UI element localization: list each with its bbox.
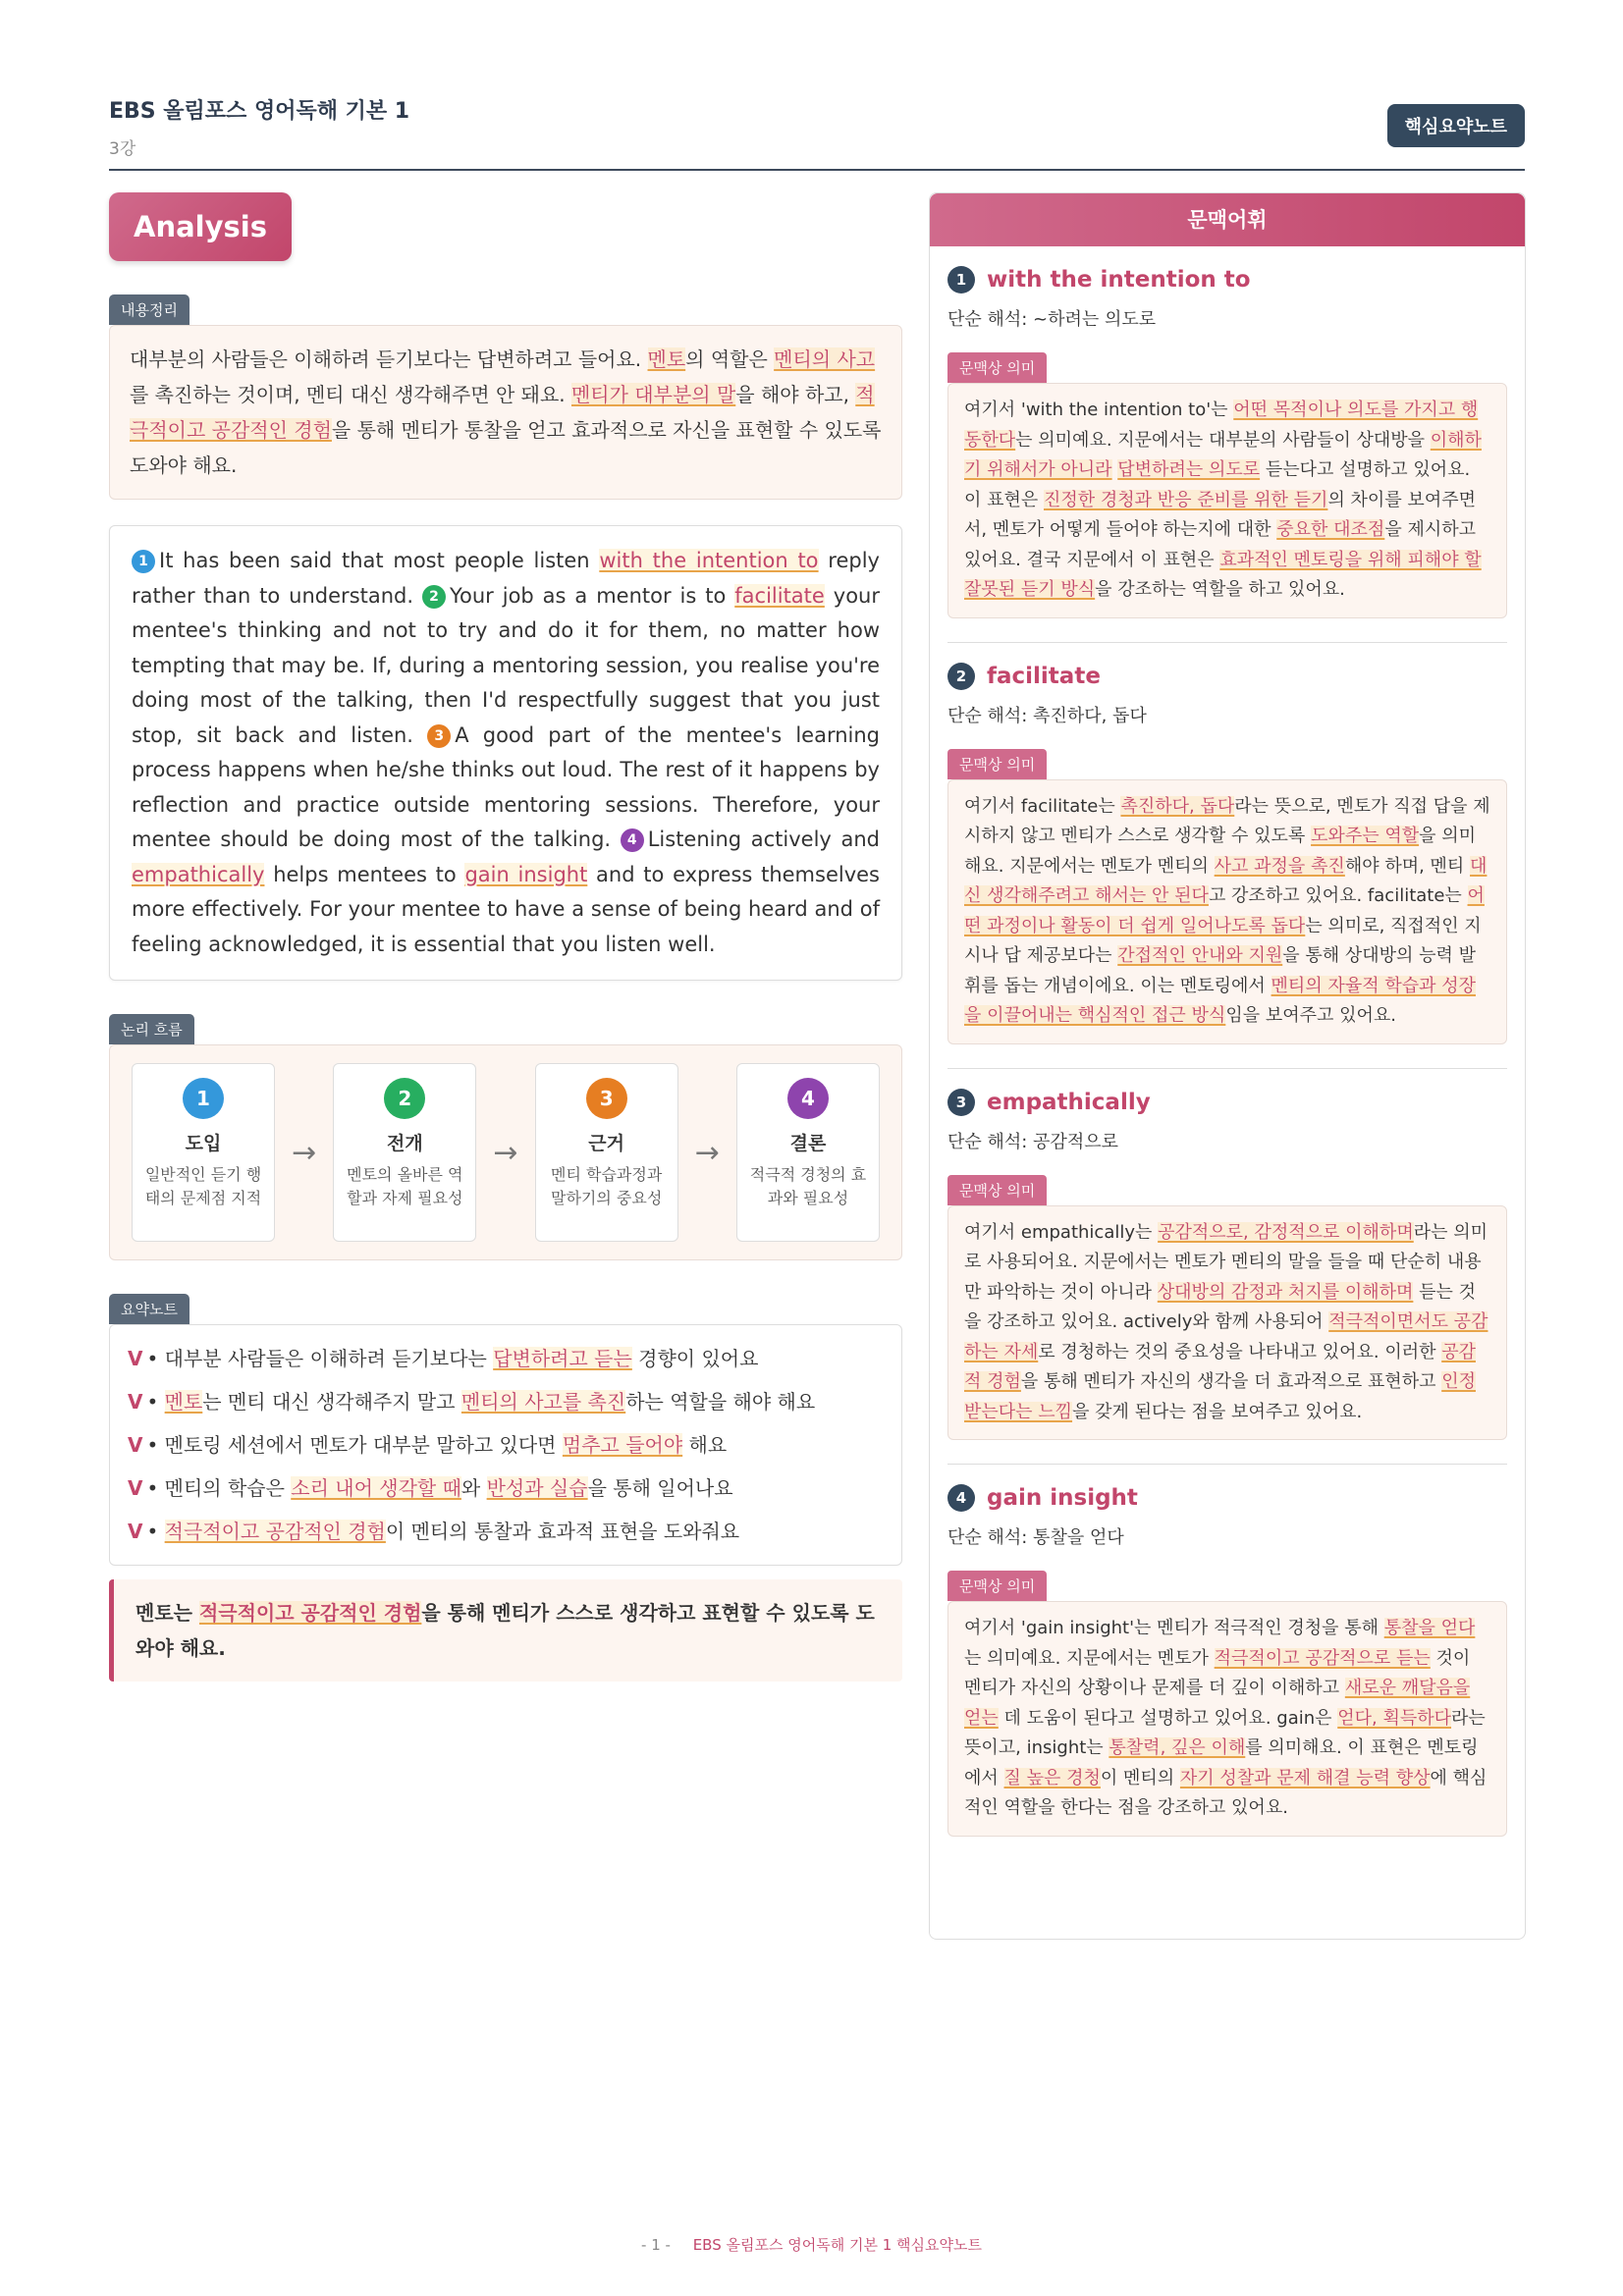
context-tag: 문맥상 의미 bbox=[947, 352, 1047, 383]
highlighted-phrase: 상대방의 감정과 처지를 이해하며 bbox=[1157, 1281, 1414, 1303]
highlighted-phrase: 소리 내어 생각할 때 bbox=[291, 1476, 461, 1500]
highlighted-phrase: 자기 성찰과 문제 해결 능력 향상 bbox=[1179, 1767, 1431, 1789]
flow-step-intro bbox=[132, 1063, 275, 1242]
highlighted-phrase: 중요한 대조점 bbox=[1276, 519, 1385, 540]
highlighted-phrase: 어떤 과정이나 활동이 더 쉽게 일어나도록 돕다 bbox=[964, 885, 1485, 936]
vocab-simple-meaning: 단순 해석: 통찰을 얻다 bbox=[947, 1527, 1124, 1548]
vocab-number: 3 bbox=[947, 1089, 975, 1116]
highlighted-phrase: 답변하려는 의도로 bbox=[1117, 459, 1261, 480]
sentence-number-icon: 1 bbox=[132, 550, 155, 573]
flow-step-conclusion bbox=[736, 1063, 880, 1242]
highlighted-phrase: 사고 과정을 촉진 bbox=[1214, 855, 1345, 877]
check-icon: V bbox=[128, 1433, 143, 1457]
vocab-word: facilitate bbox=[987, 663, 1101, 689]
highlighted-phrase: 어떤 목적이나 의도를 가지고 행동한다 bbox=[964, 400, 1479, 451]
highlighted-phrase: 멘티의 사고 bbox=[774, 347, 876, 371]
highlighted-phrase: 멈추고 들어야 bbox=[562, 1433, 683, 1457]
note-item: V • 멘토링 세션에서 멘토가 대부분 말하고 있다면 멈추고 들어야 해요 bbox=[128, 1433, 728, 1457]
divider bbox=[947, 642, 1507, 643]
highlighted-phrase: 공감적 경험 bbox=[964, 1341, 1476, 1392]
flow-step-description: 멘티 학습과정과 말하기의 중요성 bbox=[551, 1165, 663, 1207]
analysis-heading: Analysis bbox=[109, 192, 292, 261]
highlighted-phrase: 대신 생각해주려고 해서는 안 된다 bbox=[964, 855, 1488, 906]
header-badge: 핵심요약노트 bbox=[1387, 104, 1525, 147]
vocab-number: 1 bbox=[947, 266, 975, 294]
summary-notes bbox=[109, 1324, 902, 1566]
flow-step-description: 적극적 경청의 효과와 필요성 bbox=[749, 1165, 867, 1207]
check-icon: V bbox=[128, 1520, 143, 1543]
highlighted-phrase: 간접적인 안내와 지원 bbox=[1117, 945, 1283, 966]
highlighted-phrase: 적극적이고 공감적인 경험 bbox=[130, 383, 875, 442]
vocab-item bbox=[930, 1484, 1525, 1837]
flow-step-title: 결론 bbox=[789, 1133, 827, 1154]
footer-title: EBS 올림포스 영어독해 기본 1 핵심요약노트 bbox=[692, 2236, 982, 2254]
divider bbox=[947, 1464, 1507, 1465]
context-tag: 문맥상 의미 bbox=[947, 749, 1047, 779]
highlighted-phrase: 적극적이고 공감적인 경험 bbox=[164, 1520, 386, 1543]
highlighted-phrase: 멘티의 자율적 학습과 성장을 이끌어내는 핵심적인 접근 방식 bbox=[964, 975, 1476, 1026]
sentence-number-icon: 2 bbox=[422, 585, 446, 609]
vocab-item bbox=[930, 266, 1525, 643]
conclusion-box: 멘토는 적극적이고 공감적인 경험을 통해 멘티가 스스로 생각하고 표현할 수 있도록 도와야 해요. bbox=[109, 1579, 902, 1682]
lesson-number: 3강 bbox=[109, 139, 136, 159]
context-meaning: 여기서 empathically는 공감적으로, 감정적으로 이해하며라는 의미로 사용되어요. 지문에서는 멘토가 멘티의 말을 들을 때 단순히 내용만 파악하는 것이 아니라 상대방의 감정과 처지를 이해하며 듣는 것을 강조하고 있어요. actively와 함께 사용되어 적극적이면서도 공감하는 자세로 경청하는 것의 중요성을 나타내고 있어요. 이러한 공감적 경험을 통해 멘티가 자신의 생각을 더 효과적으로 표현하고 인정받는다는 느낌을 갖게 된다는 점을 보여주고 있어요. bbox=[947, 1205, 1507, 1441]
flow-step-title: 전개 bbox=[386, 1133, 423, 1154]
note-item: V • 적극적이고 공감적인 경험이 멘티의 통찰과 효과적 표현을 도와줘요 bbox=[128, 1520, 740, 1543]
context-meaning: 여기서 facilitate는 촉진하다, 돕다라는 뜻으로, 멘토가 직접 답을 제시하지 않고 멘티가 스스로 생각할 수 있도록 도와주는 역할을 의미해요. 지문에서는 멘토가 멘티의 사고 과정을 촉진해야 하며, 멘티 대신 생각해주려고 해서는 안 된다고 강조하고 있어요. facilitate는 어떤 과정이나 활동이 더 쉽게 일어나도록 돕다는 의미로, 직접적인 지시나 답 제공보다는 간접적인 안내와 지원을 통해 상대방의 능력 발휘를 돕는 개념이에요. 이는 멘토링에서 멘티의 자율적 학습과 성장을 이끌어내는 핵심적인 접근 방식임을 보여주고 있어요. bbox=[947, 779, 1507, 1044]
vocab-simple-meaning: 단순 해석: ~하려는 의도로 bbox=[947, 309, 1157, 330]
vocab-number: 2 bbox=[947, 663, 975, 690]
check-icon: V bbox=[128, 1390, 143, 1414]
flow-step-number: 1 bbox=[183, 1078, 224, 1119]
divider bbox=[947, 1068, 1507, 1069]
arrow-right-icon: → bbox=[694, 1135, 720, 1170]
vocab-number: 4 bbox=[947, 1484, 975, 1512]
flow-step-description: 일반적인 듣기 행태의 문제점 지적 bbox=[144, 1165, 262, 1207]
vocab-simple-meaning: 단순 해석: 촉진하다, 돕다 bbox=[947, 705, 1147, 726]
vocab-word: gain insight bbox=[987, 1485, 1138, 1511]
note-item: V • 멘티의 학습은 소리 내어 생각할 때와 반성과 실습을 통해 일어나요 bbox=[128, 1476, 733, 1500]
vocab-item bbox=[930, 1089, 1525, 1466]
context-tag: 문맥상 의미 bbox=[947, 1175, 1047, 1205]
highlighted-phrase: 얻다, 획득하다 bbox=[1337, 1707, 1452, 1729]
highlighted-phrase: empathically bbox=[132, 862, 265, 886]
logic-flow bbox=[109, 1044, 902, 1260]
flow-step-title: 근거 bbox=[588, 1133, 625, 1154]
highlighted-phrase: facilitate bbox=[734, 583, 825, 608]
highlighted-phrase: 적극적이고 공감적인 경험 bbox=[198, 1601, 422, 1625]
context-tag: 문맥상 의미 bbox=[947, 1571, 1047, 1601]
note-item: V • 대부분 사람들은 이해하려 듣기보다는 답변하려고 듣는 경향이 있어요 bbox=[128, 1347, 759, 1370]
notes-tag: 요약노트 bbox=[109, 1294, 189, 1324]
passage-text: 1 It has been said that most people listen with the intention to reply rather than to understand. 2 Your job as a mentor is to facilitate your mentee's thinking and not to try and do it for them, no matter how tempting that may be. If, during a mentoring session, you realise you're doing most of the talking, then I'd respectfully suggest that you just stop, sit back and listen. 3 A good part of the mentee's learning process happens when he/she thinks out loud. The rest of it happens by reflection and practice outside mentoring sessions. Therefore, your mentee should be doing most of the talking. 4 Listening actively and empathically helps mentees to gain insight and to express themselves more effectively. For your mentee to have a sense of being heard and of feeling acknowledged, it is essential that you listen well. bbox=[109, 525, 902, 981]
vocab-item bbox=[930, 663, 1525, 1069]
highlighted-phrase: 효과적인 멘토링을 위해 피해야 할 잘못된 듣기 방식 bbox=[964, 549, 1482, 600]
arrow-right-icon: → bbox=[292, 1135, 317, 1170]
page-number: - 1 - bbox=[641, 2236, 671, 2254]
highlighted-phrase: 새로운 깨달음을 얻는 bbox=[964, 1678, 1471, 1729]
arrow-right-icon: → bbox=[493, 1135, 518, 1170]
flow-step-number: 4 bbox=[787, 1078, 829, 1119]
vocab-simple-meaning: 단순 해석: 공감적으로 bbox=[947, 1131, 1118, 1152]
flow-step-evidence bbox=[535, 1063, 678, 1242]
content-summary: 대부분의 사람들은 이해하려 듣기보다는 답변하려고 들어요. 멘토의 역할은 멘티의 사고를 촉진하는 것이며, 멘티 대신 생각해주면 안 돼요. 멘티가 대부분의 말을 해야 하고, 적극적이고 공감적인 경험을 통해 멘티가 통찰을 얻고 효과적으로 자신을 표현할 수 있도록 도와야 해요. bbox=[109, 325, 902, 500]
highlighted-phrase: 진정한 경청과 반응 준비를 위한 듣기 bbox=[1044, 489, 1328, 510]
sentence-number-icon: 4 bbox=[621, 828, 644, 852]
highlighted-phrase: 멘토 bbox=[647, 347, 686, 371]
highlighted-phrase: 멘토 bbox=[164, 1390, 203, 1414]
highlighted-phrase: with the intention to bbox=[599, 549, 819, 572]
page-footer bbox=[0, 2234, 1623, 2255]
highlighted-phrase: gain insight bbox=[464, 862, 588, 886]
highlighted-phrase: 공감적으로, 감정적으로 이해하며 bbox=[1158, 1221, 1414, 1243]
flow-step-description: 멘토의 올바른 역할과 자제 필요성 bbox=[347, 1165, 463, 1207]
vocab-panel-title: 문맥어휘 bbox=[930, 193, 1525, 246]
flow-step-number: 3 bbox=[586, 1078, 627, 1119]
highlighted-phrase: 멘티의 사고를 촉진 bbox=[460, 1390, 626, 1414]
analysis-column bbox=[109, 192, 902, 1682]
flow-step-development bbox=[333, 1063, 476, 1242]
summary-tag: 내용정리 bbox=[109, 294, 189, 325]
check-icon: V bbox=[128, 1476, 143, 1500]
highlighted-phrase: 통찰을 얻다 bbox=[1383, 1618, 1476, 1638]
note-item: V • 멘토는 멘티 대신 생각해주지 말고 멘티의 사고를 촉진하는 역할을 해야 해요 bbox=[128, 1390, 816, 1414]
vocab-word: empathically bbox=[987, 1089, 1151, 1115]
highlighted-phrase: 적극적이고 공감적으로 듣는 bbox=[1214, 1647, 1431, 1669]
flow-tag: 논리 흐름 bbox=[109, 1014, 194, 1044]
highlighted-phrase: 이해하기 위해서가 아니라 bbox=[964, 429, 1482, 480]
highlighted-phrase: 적극적이면서도 공감하는 자세 bbox=[964, 1311, 1488, 1362]
context-meaning: 여기서 'with the intention to'는 어떤 목적이나 의도를 가지고 행동한다는 의미예요. 지문에서는 대부분의 사람들이 상대방을 이해하기 위해서가 아니라 답변하려는 의도로 듣는다고 설명하고 있어요. 이 표현은 진정한 경청과 반응 준비를 위한 듣기의 차이를 보여주면서, 멘토가 어떻게 들어야 하는지에 대한 중요한 대조점을 제시하고 있어요. 결국 지문에서 이 표현은 효과적인 멘토링을 위해 피해야 할 잘못된 듣기 방식을 강조하는 역할을 하고 있어요. bbox=[947, 383, 1507, 618]
highlighted-phrase: 반성과 실습 bbox=[486, 1476, 588, 1500]
highlighted-phrase: 도와주는 역할 bbox=[1311, 826, 1420, 846]
flow-step-number: 2 bbox=[384, 1078, 425, 1119]
vocab-word: with the intention to bbox=[987, 267, 1251, 293]
page-header bbox=[109, 94, 1525, 171]
highlighted-phrase: 답변하려고 듣는 bbox=[493, 1347, 632, 1370]
highlighted-phrase: 멘티가 대부분의 말 bbox=[570, 383, 736, 406]
sentence-number-icon: 3 bbox=[427, 724, 451, 748]
document-title: EBS 올림포스 영어독해 기본 1 bbox=[109, 99, 410, 124]
highlighted-phrase: 촉진하다, 돕다 bbox=[1120, 795, 1235, 817]
vocab-panel bbox=[929, 192, 1526, 1940]
check-icon: V bbox=[128, 1347, 143, 1370]
highlighted-phrase: 인정받는다는 느낌 bbox=[964, 1371, 1476, 1422]
flow-step-title: 도입 bbox=[185, 1133, 222, 1154]
highlighted-phrase: 질 높은 경청 bbox=[1003, 1767, 1101, 1789]
highlighted-phrase: 통찰력, 깊은 이해 bbox=[1109, 1737, 1246, 1758]
context-meaning: 여기서 'gain insight'는 멘티가 적극적인 경청을 통해 통찰을 얻다는 의미예요. 지문에서는 멘토가 적극적이고 공감적으로 듣는 것이 멘티가 자신의 상황이나 문제를 더 깊이 이해하고 새로운 깨달음을 얻는 데 도움이 된다고 설명하고 있어요. gain은 얻다, 획득하다라는 뜻이고, insight는 통찰력, 깊은 이해를 의미해요. 이 표현은 멘토링에서 질 높은 경청이 멘티의 자기 성찰과 문제 해결 능력 향상에 핵심적인 역할을 한다는 점을 강조하고 있어요. bbox=[947, 1601, 1507, 1837]
